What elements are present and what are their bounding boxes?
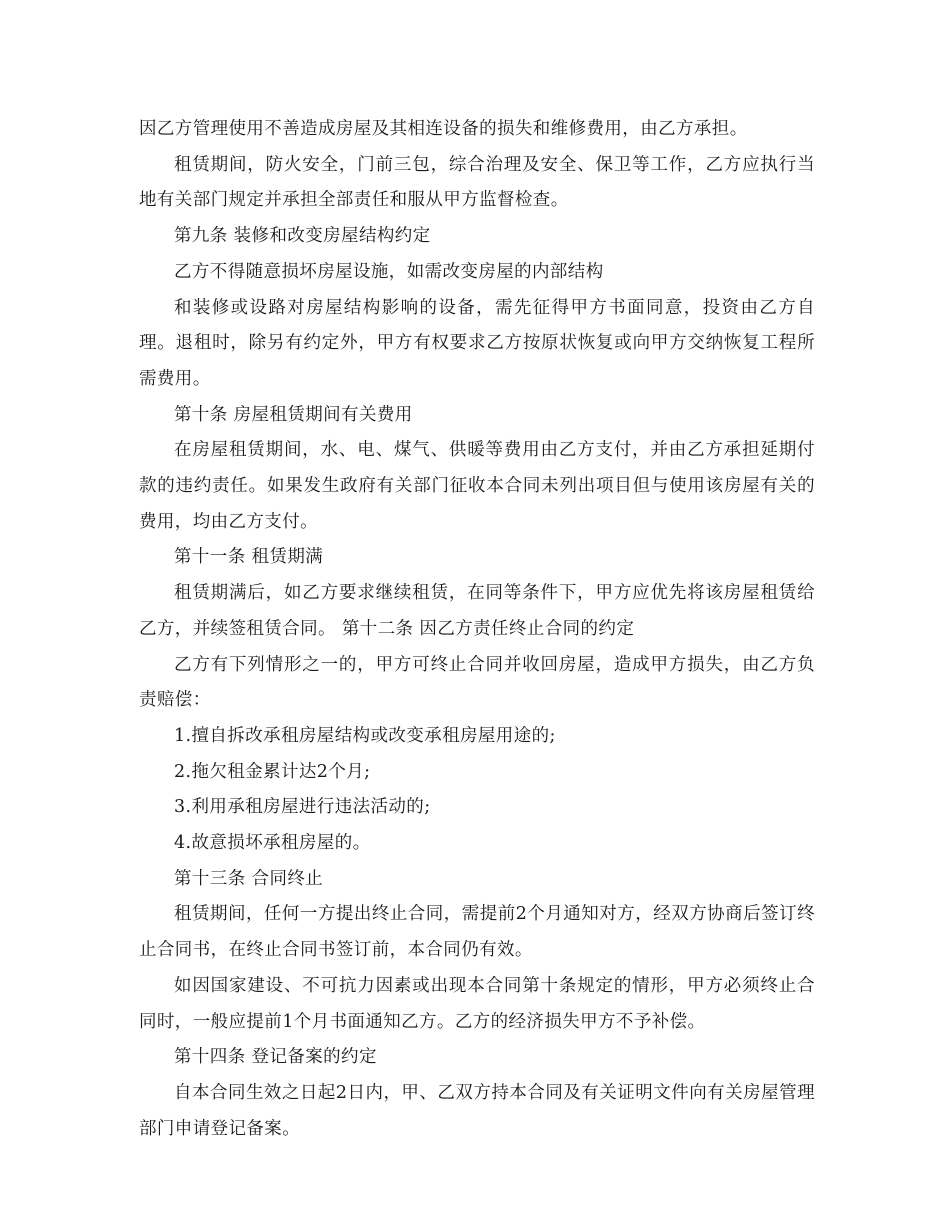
article-13-heading: 第十三条 合同终止 bbox=[174, 868, 324, 889]
paragraph-article-11-12: 租赁期满后，如乙方要求继续租赁，在同等条件下，甲方应优先将该房屋租赁给乙方，并续签租赁合同。 第十二条 因乙方责任终止合同的约定 bbox=[139, 583, 815, 639]
list-item-2: 2.拖欠租金累计达2个月; bbox=[174, 761, 371, 782]
paragraph-article-12: 乙方有下列情形之一的，甲方可终止合同并收回房屋，造成甲方损失，由乙方负责赔偿： bbox=[139, 654, 815, 711]
paragraph-2: 租赁期间，防火安全，门前三包，综合治理及安全、保卫等工作，乙方应执行当地有关部门规定并承担全部责任和服从甲方监督检查。 bbox=[139, 154, 815, 211]
article-14-heading: 第十四条 登记备案的约定 bbox=[174, 1047, 377, 1068]
article-11-heading: 第十一条 租赁期满 bbox=[174, 547, 324, 568]
list-item-1: 1.擅自拆改承租房屋结构或改变承租房屋用途的; bbox=[174, 725, 556, 746]
document-body bbox=[139, 112, 815, 1147]
article-9-heading: 第九条 装修和改变房屋结构约定 bbox=[174, 226, 431, 247]
list-item-3: 3.利用承租房屋进行违法活动的; bbox=[174, 797, 431, 818]
paragraph-article-9-a: 乙方不得随意损坏房屋设施，如需改变房屋的内部结构 bbox=[174, 261, 604, 282]
list-item-4: 4.故意损坏承租房屋的。 bbox=[174, 833, 371, 854]
paragraph-1: 因乙方管理使用不善造成房屋及其相连设备的损失和维修费用，由乙方承担。 bbox=[139, 119, 748, 139]
paragraph-article-14: 自本合同生效之日起2日内，甲、乙双方持本合同及有关证明文件向有关房屋管理部门申请登记备案。 bbox=[139, 1082, 815, 1139]
paragraph-article-9-b: 和装修或设路对房屋结构影响的设备，需先征得甲方书面同意，投资由乙方自理。退租时，除另有约定外，甲方有权要求乙方按原状恢复或向甲方交纳恢复工程所需费用。 bbox=[139, 297, 815, 389]
paragraph-article-13-a: 租赁期间，任何一方提出终止合同，需提前2个月通知对方，经双方协商后签订终止合同书，在终止合同书签订前，本合同仍有效。 bbox=[139, 904, 815, 961]
paragraph-article-13-b: 如因国家建设、不可抗力因素或出现本合同第十条规定的情形，甲方必须终止合同时，一般应提前1个月书面通知乙方。乙方的经济损失甲方不予补偿。 bbox=[139, 975, 815, 1032]
article-10-heading: 第十条 房屋租赁期间有关费用 bbox=[174, 404, 413, 425]
paragraph-article-10: 在房屋租赁期间，水、电、煤气、供暖等费用由乙方支付，并由乙方承担延期付款的违约责任。如果发生政府有关部门征收本合同未列出项目但与使用该房屋有关的费用，均由乙方支付。 bbox=[139, 440, 815, 532]
